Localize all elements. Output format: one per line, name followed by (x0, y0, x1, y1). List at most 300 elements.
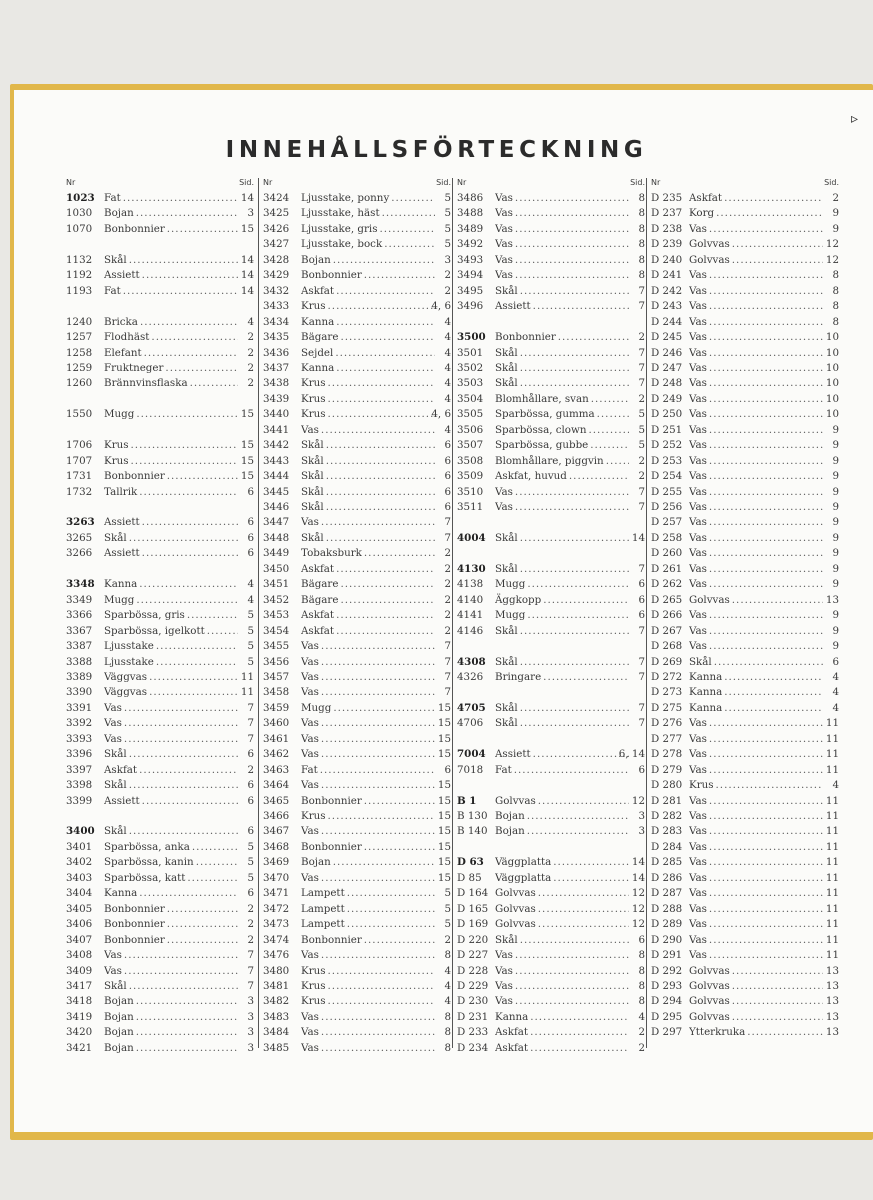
index-entry (263, 701, 451, 716)
entry-page: 3 (638, 825, 645, 838)
entry-name-text: Skål (104, 779, 127, 792)
entry-name-text: Bonbonnier (301, 933, 362, 946)
index-entry (263, 685, 451, 700)
entry-name (104, 485, 238, 500)
entry-name (104, 655, 238, 670)
index-entry (66, 253, 254, 268)
entry-name-text: Bonbonnier (301, 840, 362, 853)
entry-name-text: Golvvas (689, 253, 730, 266)
entry-name-text: Vas (689, 840, 707, 853)
index-entry (263, 593, 451, 608)
entry-number: D 278 (651, 748, 683, 761)
entry-name-text: Bojan (104, 995, 134, 1008)
index-entry (66, 608, 254, 623)
entry-page: 6 (247, 531, 254, 544)
entry-name-text: Vas (301, 670, 319, 683)
entry-number: 3367 (66, 624, 93, 637)
entry-page: 6 (247, 485, 254, 498)
index-entry (66, 871, 254, 886)
entry-page: 5 (638, 439, 645, 452)
entry-name (689, 747, 823, 762)
entry-name-text: Bonbonnier (104, 222, 165, 235)
index-entry (651, 948, 839, 963)
entry-name (104, 222, 238, 237)
entry-page: 8 (638, 238, 645, 251)
index-entry (651, 732, 839, 747)
index-entry (66, 685, 254, 700)
entry-name (495, 670, 629, 685)
index-entry (457, 701, 645, 716)
entry-page: 15 (240, 454, 254, 467)
entry-name-text: Assiett (104, 794, 140, 807)
entry-number: D 227 (457, 949, 489, 962)
entry-number: 1030 (66, 207, 93, 220)
entry-number: 3446 (263, 501, 290, 513)
entry-number: 3471 (263, 887, 290, 900)
entry-name-text: Vas (495, 238, 513, 251)
index-entry (66, 469, 254, 484)
entry-page: 14 (240, 284, 254, 297)
entry-page: 9 (832, 516, 839, 529)
entry-name (301, 361, 435, 376)
entry-number: 3438 (263, 377, 290, 390)
entry-number: 3496 (457, 300, 484, 313)
entry-page: 2 (247, 346, 254, 359)
index-entry (651, 376, 839, 391)
entry-name (104, 716, 238, 731)
entry-name-text: Vas (495, 192, 513, 204)
entry-name-text: Vas (301, 717, 319, 730)
entry-number: 3459 (263, 701, 290, 714)
entry-name-text: Blomhållare, svan (495, 392, 589, 405)
index-entry (66, 979, 254, 994)
entry-name (104, 346, 238, 361)
index-entry (457, 284, 645, 299)
entry-name-text: Lampett (301, 902, 345, 915)
entry-name-text: Vas (689, 918, 707, 931)
entry-page: 7 (638, 562, 645, 575)
index-entry (651, 639, 839, 654)
entry-number: 3457 (263, 670, 290, 683)
index-entry (651, 593, 839, 608)
entry-name-text: Kanna (301, 361, 335, 374)
header-sid: Sid. (630, 178, 645, 187)
entry-name (104, 1025, 238, 1040)
index-entry (457, 562, 645, 577)
index-entry (457, 902, 645, 917)
entry-number: 4141 (457, 609, 484, 622)
entry-page: 3 (638, 810, 645, 822)
entry-page: 7 (638, 655, 645, 668)
entry-number: 3486 (457, 192, 484, 204)
entry-page: 2 (638, 470, 645, 483)
entry-page: 5 (444, 238, 451, 251)
entry-number: 3505 (457, 408, 484, 421)
index-entry (263, 546, 451, 561)
entry-page: 10 (825, 346, 839, 359)
entry-number: D 266 (651, 609, 683, 622)
entry-name (689, 840, 823, 855)
entry-page: 6 (638, 578, 645, 591)
index-entry (651, 191, 839, 206)
entry-name-text: Golvvas (689, 995, 730, 1008)
index-entry (66, 284, 254, 299)
entry-page: 5 (638, 423, 645, 436)
index-entry (66, 639, 254, 654)
entry-number: 3465 (263, 794, 290, 807)
entry-number: D 229 (457, 979, 489, 992)
entry-page: 8 (832, 315, 839, 328)
entry-name-text: Vas (689, 485, 707, 498)
entry-name-text: Tallrik (104, 485, 138, 498)
entry-page: 2 (247, 361, 254, 374)
entry-name (104, 670, 238, 685)
entry-page: 7 (444, 516, 451, 529)
entry-name-text: Vas (301, 732, 319, 745)
index-entry (457, 855, 645, 870)
entry-name (689, 376, 823, 391)
entry-name (689, 531, 823, 546)
entry-name (301, 732, 435, 747)
entry-page: 2 (444, 269, 451, 282)
entry-name-text: Golvvas (689, 593, 730, 606)
entry-name-text: Sparbössa, igelkott (104, 624, 205, 637)
entry-name-text: Blomhållare, piggvin (495, 454, 604, 467)
entry-name-text: Askfat (104, 763, 138, 776)
entry-name-text: Bägare (301, 331, 339, 344)
index-entry (263, 284, 451, 299)
entry-page: 9 (832, 222, 839, 235)
entry-name (104, 438, 238, 453)
index-entry (457, 577, 645, 592)
entry-number: 1260 (66, 377, 93, 390)
index-entry (66, 994, 254, 1009)
entry-page: 11 (825, 748, 839, 761)
entry-number: 3485 (263, 1041, 290, 1054)
entry-name-text: Golvvas (495, 887, 536, 900)
index-entry (457, 346, 645, 361)
entry-name-text: Bojan (104, 207, 134, 220)
entry-page: 2 (444, 609, 451, 622)
index-entry (263, 840, 451, 855)
index-entry (457, 438, 645, 453)
entry-page: 8 (832, 300, 839, 313)
entry-name (301, 500, 435, 515)
entry-name (689, 346, 823, 361)
entry-number: D 268 (651, 640, 683, 653)
entry-name (689, 809, 823, 824)
entry-page: 2 (832, 192, 839, 204)
entry-name (495, 485, 629, 500)
entry-name-text: Ljusstake (104, 640, 154, 653)
entry-number: 3265 (66, 531, 93, 544)
entry-page: 15 (437, 825, 451, 838)
entry-name-text: Bricka (104, 315, 138, 328)
index-entry (457, 655, 645, 670)
entry-name (689, 964, 823, 979)
entry-page: 4 (444, 377, 451, 390)
index-entry (457, 1025, 645, 1040)
entry-page: 8 (638, 192, 645, 204)
entry-page: 5 (247, 640, 254, 653)
entry-name-text: Bojan (301, 856, 331, 869)
entry-name (495, 577, 629, 592)
index-entry (263, 994, 451, 1009)
entry-name (301, 1010, 435, 1025)
entry-name-text: Skål (495, 655, 518, 668)
entry-name (301, 809, 435, 824)
index-entry (263, 315, 451, 330)
entry-name (301, 191, 435, 206)
index-entry (263, 1025, 451, 1040)
index-entry (457, 454, 645, 469)
entry-name (301, 685, 435, 700)
entry-page: 7 (638, 361, 645, 374)
entry-number: 3493 (457, 253, 484, 266)
entry-number: 3489 (457, 222, 484, 235)
entry-number: 3396 (66, 748, 93, 761)
entry-name (301, 330, 435, 345)
index-entry (457, 933, 645, 948)
entry-number: D 247 (651, 361, 683, 374)
entry-name (301, 608, 435, 623)
entry-number: 3409 (66, 964, 93, 977)
entry-name (301, 485, 435, 500)
entry-page: 8 (832, 284, 839, 297)
index-entry (457, 469, 645, 484)
index-entry (457, 191, 645, 206)
entry-page: 14 (631, 856, 645, 869)
entry-number: 7004 (457, 748, 486, 761)
entry-name (495, 268, 629, 283)
entry-page: 2 (247, 331, 254, 344)
entry-name (495, 299, 629, 314)
entry-page: 4 (444, 995, 451, 1008)
entry-page: 12 (631, 902, 645, 915)
entry-number: 3429 (263, 269, 290, 282)
entry-page: 12 (631, 794, 645, 807)
entry-name (301, 407, 435, 422)
entry-name-text: Vas (689, 562, 707, 575)
column-header (457, 175, 645, 191)
index-entry (457, 423, 645, 438)
entry-name-text: Vas (689, 871, 707, 884)
entry-number: 3427 (263, 238, 290, 251)
entry-name (689, 423, 823, 438)
entry-number: B 1 (457, 794, 477, 807)
index-entry (457, 392, 645, 407)
entry-name-text: Vas (689, 856, 707, 869)
entry-page: 7 (638, 485, 645, 498)
entry-number: D 243 (651, 300, 683, 313)
index-entry (66, 222, 254, 237)
index-entry (651, 701, 839, 716)
entry-page: 11 (825, 902, 839, 915)
entry-number: 1070 (66, 222, 93, 235)
entry-name-text: Skål (495, 346, 518, 359)
index-entry (263, 376, 451, 391)
entry-name (495, 253, 629, 268)
index-entry (66, 948, 254, 963)
entry-page: 15 (240, 408, 254, 421)
entry-page: 8 (444, 1010, 451, 1023)
entry-name-text: Vas (689, 902, 707, 915)
entry-name-text: Bonbonnier (104, 902, 165, 915)
entry-page: 3 (247, 1041, 254, 1054)
index-entry (263, 794, 451, 809)
entry-name-text: Skål (495, 377, 518, 390)
entry-name-text: Skål (301, 485, 324, 498)
entry-number: 3407 (66, 933, 93, 946)
entry-page: 6 (444, 485, 451, 498)
entry-name-text: Bojan (495, 810, 525, 822)
index-entry (651, 469, 839, 484)
entry-name-text: Skål (495, 284, 518, 297)
index-entry (457, 222, 645, 237)
entry-page: 2 (444, 624, 451, 637)
entry-name (104, 253, 238, 268)
index-entry (66, 191, 254, 206)
entry-name (104, 732, 238, 747)
index-entry (263, 423, 451, 438)
entry-number: 3433 (263, 300, 290, 313)
entry-number: 3464 (263, 779, 290, 792)
entry-name-text: Vas (301, 949, 319, 962)
index-entry (263, 438, 451, 453)
entry-name-text: Vas (301, 871, 319, 884)
index-entry (651, 1025, 839, 1040)
index-column-1 (66, 175, 254, 1054)
entry-name (495, 423, 629, 438)
entry-name-text: Krus (689, 779, 714, 792)
entry-name-text: Mugg (495, 609, 526, 622)
index-entry (457, 716, 645, 731)
entry-name (301, 624, 435, 639)
entry-name-text: Vas (689, 794, 707, 807)
header-nr: Nr (651, 178, 661, 187)
index-entry (66, 933, 254, 948)
entry-name (301, 1041, 435, 1056)
entry-name-text: Bojan (301, 253, 331, 266)
entry-name (689, 392, 823, 407)
entry-page: 6 (638, 609, 645, 622)
index-entry (66, 855, 254, 870)
entry-name-text: Vas (689, 269, 707, 282)
entry-name (689, 855, 823, 870)
entry-name-text: Vas (689, 501, 707, 513)
entry-page: 2 (247, 377, 254, 390)
entry-number: 3406 (66, 918, 93, 931)
entry-name (495, 855, 629, 870)
entry-name-text: Askfat, huvud (495, 470, 567, 483)
entry-name-text: Askfat (301, 609, 335, 622)
index-entry (651, 562, 839, 577)
entry-page: 14 (631, 531, 645, 544)
entry-page: 15 (437, 701, 451, 714)
entry-name (689, 979, 823, 994)
entry-name (104, 531, 238, 546)
entry-name (495, 191, 629, 206)
entry-page: 8 (444, 1041, 451, 1054)
index-entry (66, 376, 254, 391)
index-entry (651, 423, 839, 438)
index-entry (263, 268, 451, 283)
entry-page: 9 (832, 562, 839, 575)
entry-name-text: Ljusstake, gris (301, 222, 378, 235)
entry-number: 3501 (457, 346, 484, 359)
entry-number: 3508 (457, 454, 484, 467)
index-entry (651, 531, 839, 546)
entry-number: 3424 (263, 192, 290, 204)
entry-name-text: Vas (104, 732, 122, 745)
entry-page: 9 (832, 609, 839, 622)
index-entry (263, 500, 451, 515)
entry-page: 3 (444, 253, 451, 266)
entry-number: 3492 (457, 238, 484, 251)
entry-number: D 228 (457, 964, 489, 977)
entry-name-text: Väggvas (104, 670, 148, 683)
index-entry (66, 361, 254, 376)
entry-name-text: Vas (301, 748, 319, 761)
entry-name-text: Fruktneger (104, 361, 164, 374)
entry-name (495, 1025, 629, 1040)
entry-name (495, 593, 629, 608)
entry-number: D 249 (651, 392, 683, 405)
entry-page: 2 (638, 454, 645, 467)
entry-number: 3495 (457, 284, 484, 297)
entry-number: 3509 (457, 470, 484, 483)
entry-name-text: Vas (689, 547, 707, 560)
entry-number: D 234 (457, 1041, 489, 1054)
entry-number: 3447 (263, 516, 290, 529)
entry-name-text: Vas (301, 640, 319, 653)
entry-page: 15 (437, 856, 451, 869)
index-entry (457, 330, 645, 345)
entry-page: 7 (638, 300, 645, 313)
entry-name (689, 438, 823, 453)
entry-name (104, 871, 238, 886)
index-entry (651, 299, 839, 314)
entry-name-text: Bonbonnier (104, 918, 165, 931)
entry-page: 15 (437, 794, 451, 807)
entry-name-text: Vas (495, 207, 513, 220)
entry-page: 5 (444, 192, 451, 204)
entry-page: 7 (247, 732, 254, 745)
entry-page: 7 (247, 717, 254, 730)
index-entry (457, 824, 645, 839)
entry-number: 3510 (457, 485, 484, 498)
entry-name-text: Vas (495, 501, 513, 513)
index-entry (66, 886, 254, 901)
entry-name (104, 1041, 238, 1056)
entry-name (689, 546, 823, 561)
entry-number: D 262 (651, 578, 683, 591)
index-entry (263, 624, 451, 639)
entry-name (689, 237, 823, 252)
index-entry (457, 1041, 645, 1056)
entry-page: 9 (832, 470, 839, 483)
entry-page: 4 (444, 346, 451, 359)
index-entry (66, 964, 254, 979)
index-entry (66, 407, 254, 422)
entry-number: D 254 (651, 470, 683, 483)
entry-name (689, 562, 823, 577)
entry-number: 1023 (66, 192, 95, 204)
index-entry (263, 562, 451, 577)
index-entry (263, 1041, 451, 1056)
entry-name-text: Vas (689, 825, 707, 838)
entry-page: 7 (638, 717, 645, 730)
